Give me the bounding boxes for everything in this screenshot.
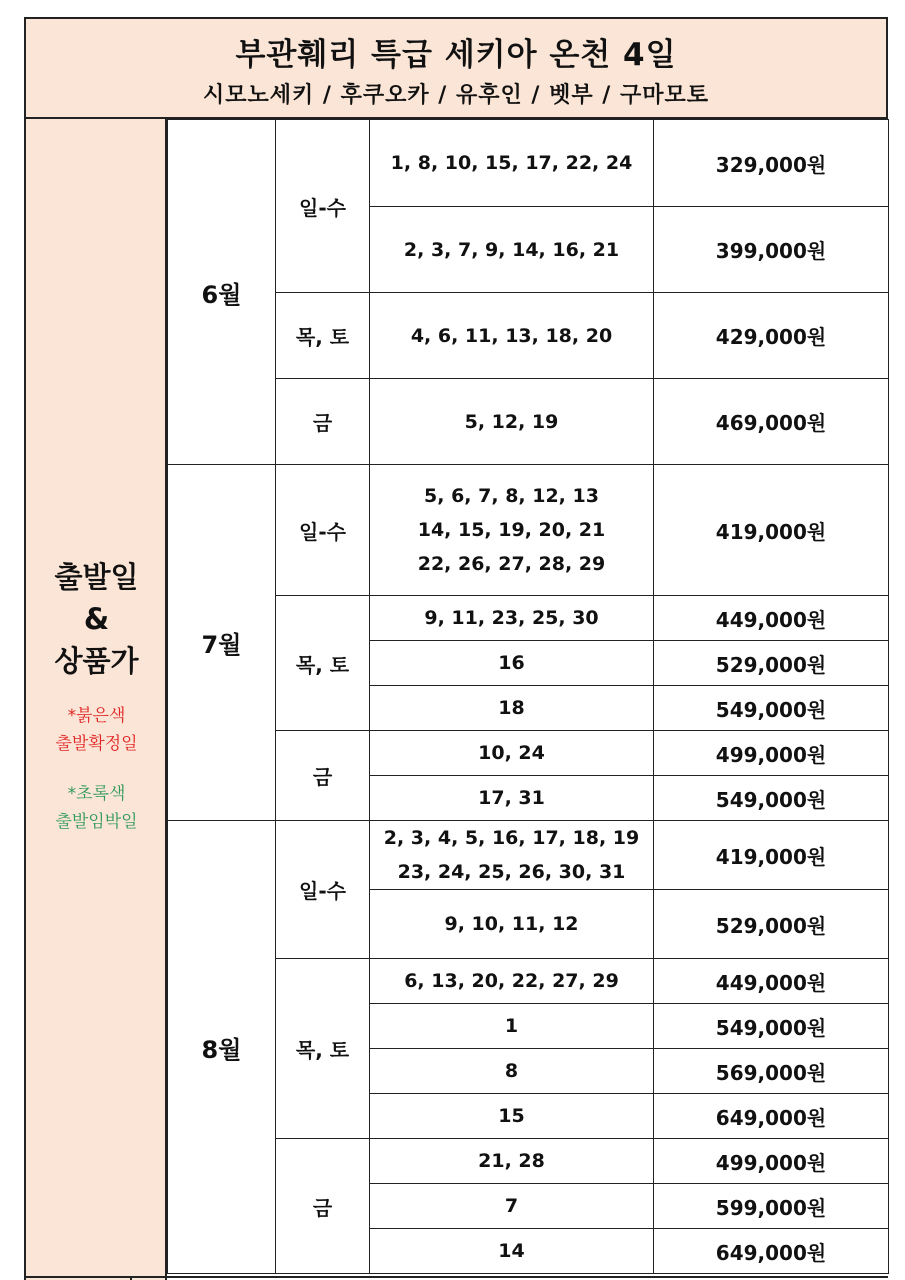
weekday-cell: 일-수 xyxy=(276,465,370,596)
dates-cell: 15 xyxy=(370,1094,654,1139)
dates-cell: 9, 11, 23, 25, 30 xyxy=(370,596,654,641)
dates-cell: 9, 10, 11, 12 xyxy=(370,890,654,959)
weekday-cell: 일-수 xyxy=(276,120,370,293)
dates-cell: 4, 6, 11, 13, 18, 20 xyxy=(370,293,654,379)
sidebar-label-panel xyxy=(24,119,167,1280)
dates-cell: 6, 13, 20, 22, 27, 29 xyxy=(370,959,654,1004)
price-cell: 529,000원 xyxy=(654,890,889,959)
price-cell: 599,000원 xyxy=(654,1184,889,1229)
route-subtitle: 시모노세키 / 후쿠오카 / 유후인 / 벳부 / 구마모토 xyxy=(203,83,709,108)
price-cell: 419,000원 xyxy=(654,821,889,890)
price-cell: 549,000원 xyxy=(654,1004,889,1049)
legend-red-desc: 출발확정일 xyxy=(55,734,138,754)
price-cell: 419,000원 xyxy=(654,465,889,596)
price-cell: 549,000원 xyxy=(654,776,889,821)
price-cell: 399,000원 xyxy=(654,207,889,293)
legend-green-desc: 출발임박일 xyxy=(55,812,138,832)
weekday-cell: 금 xyxy=(276,379,370,465)
table-bottom-border xyxy=(24,1276,888,1278)
title-banner xyxy=(24,17,888,119)
schedule-price-table xyxy=(167,119,889,1274)
sidebar-heading-price: 상품가 xyxy=(54,644,139,678)
price-cell: 529,000원 xyxy=(654,641,889,686)
dates-cell: 2, 3, 7, 9, 14, 16, 21 xyxy=(370,207,654,293)
dates-cell: 10, 24 xyxy=(370,731,654,776)
weekday-cell: 일-수 xyxy=(276,821,370,959)
sidebar-heading-ampersand: & xyxy=(83,602,110,636)
dates-cell: 14 xyxy=(370,1229,654,1274)
dates-cell: 8 xyxy=(370,1049,654,1094)
dates-cell: 5, 6, 7, 8, 12, 13 14, 15, 19, 20, 21 22, 26, 27, 28, 29 xyxy=(370,465,654,596)
price-cell: 499,000원 xyxy=(654,731,889,776)
legend-green-label: *초록색 xyxy=(67,784,126,804)
legend-red-label: *붉은색 xyxy=(67,706,126,726)
weekday-cell: 목, 토 xyxy=(276,959,370,1139)
dates-cell: 1 xyxy=(370,1004,654,1049)
price-cell: 469,000원 xyxy=(654,379,889,465)
dates-cell: 16 xyxy=(370,641,654,686)
dates-cell: 5, 12, 19 xyxy=(370,379,654,465)
weekday-cell: 목, 토 xyxy=(276,293,370,379)
table-bottom-divider xyxy=(130,1276,132,1280)
dates-cell: 1, 8, 10, 15, 17, 22, 24 xyxy=(370,120,654,207)
price-cell: 569,000원 xyxy=(654,1049,889,1094)
dates-cell: 18 xyxy=(370,686,654,731)
dates-cell: 17, 31 xyxy=(370,776,654,821)
price-cell: 649,000원 xyxy=(654,1229,889,1274)
dates-cell: 21, 28 xyxy=(370,1139,654,1184)
month-cell: 7월 xyxy=(168,465,276,821)
price-cell: 329,000원 xyxy=(654,120,889,207)
weekday-cell: 금 xyxy=(276,731,370,821)
dates-cell: 2, 3, 4, 5, 16, 17, 18, 19 23, 24, 25, 26, 30, 31 xyxy=(370,821,654,890)
weekday-cell: 목, 토 xyxy=(276,596,370,731)
month-cell: 6월 xyxy=(168,120,276,465)
sidebar-heading-departure: 출발일 xyxy=(54,560,139,594)
month-cell: 8월 xyxy=(168,821,276,1274)
price-cell: 449,000원 xyxy=(654,596,889,641)
weekday-cell: 금 xyxy=(276,1139,370,1274)
price-cell: 429,000원 xyxy=(654,293,889,379)
price-cell: 549,000원 xyxy=(654,686,889,731)
page-title: 부관훼리 특급 세키아 온천 4일 xyxy=(235,37,677,73)
price-cell: 499,000원 xyxy=(654,1139,889,1184)
dates-cell: 7 xyxy=(370,1184,654,1229)
price-cell: 449,000원 xyxy=(654,959,889,1004)
price-cell: 649,000원 xyxy=(654,1094,889,1139)
